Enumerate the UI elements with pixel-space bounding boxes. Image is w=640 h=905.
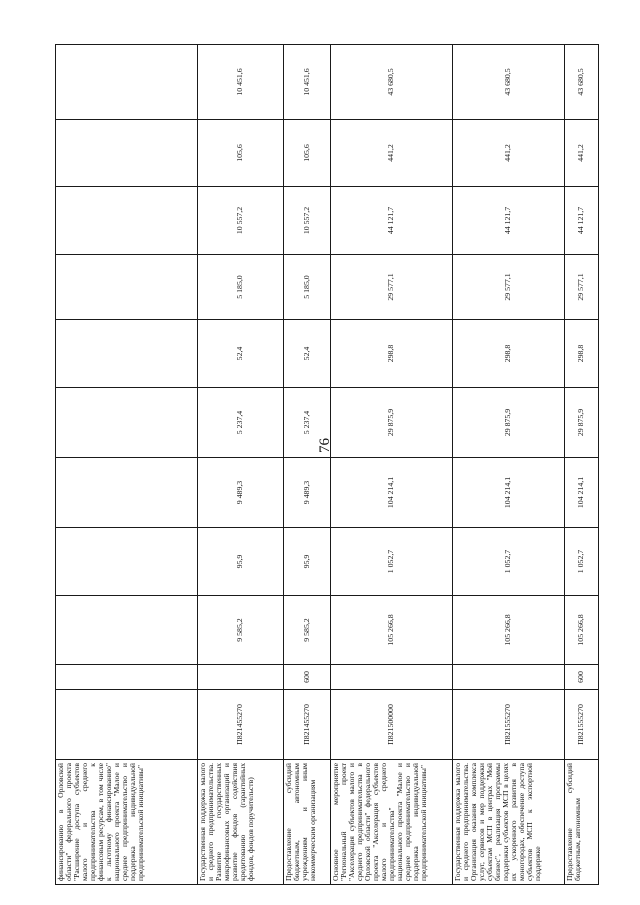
value-cell [56, 120, 198, 187]
value-cell: 105,6 [284, 120, 331, 187]
value-cell: 29 875,9 [331, 388, 453, 458]
value-cell: 298,8 [331, 320, 453, 388]
value-cell: 9 585,2 [198, 596, 284, 665]
value-cell: 441,2 [453, 120, 565, 187]
value-cell: 9 489,3 [284, 458, 331, 528]
expense-type-code: 600 [565, 665, 599, 690]
row-description: Государственная поддержка малого и среднего предпринимательства. Организация оказания комплекса услуг, сервисов и мер поддержки субъектам МСП в центрах "Мой бизнес", реализация программы поддержки субъектов МСП в целях их ускоренного развития в моногородах, обеспечение доступа субъектов МСП к экспортной поддержке [453, 760, 565, 885]
value-cell: 441,2 [331, 120, 453, 187]
expense-type-code [453, 665, 565, 690]
value-cell: 298,8 [565, 320, 599, 388]
value-cell: 9 489,3 [198, 458, 284, 528]
value-cell: 10 451,6 [198, 45, 284, 120]
expense-type-code [198, 665, 284, 690]
value-cell: 44 121,7 [453, 187, 565, 255]
value-cell: 52,4 [284, 320, 331, 388]
row-description: финансированию в Орловской области" федерального проекта "Расширение доступа субъектов малого и среднего предпринимательства к финансовым ресурсам, в том числе к льготному финансированию" национального проекта "Малое и среднее предпринимательство и поддержка индивидуальной предпринимательской инициативы" [56, 760, 198, 885]
value-cell: 104 214,1 [331, 458, 453, 528]
target-code [56, 690, 198, 760]
value-cell: 1 052,7 [331, 528, 453, 596]
value-cell: 29 875,9 [565, 388, 599, 458]
value-cell [56, 596, 198, 665]
row-description: Предоставление субсидий бюджетным, автономным учреждениям и иным некоммерческим организациям [284, 760, 331, 885]
value-cell: 105 266,8 [331, 596, 453, 665]
value-cell: 105 266,8 [453, 596, 565, 665]
value-cell: 9 585,2 [284, 596, 331, 665]
value-cell: 43 680,5 [331, 45, 453, 120]
value-cell: 10 451,6 [284, 45, 331, 120]
value-cell: 44 121,7 [565, 187, 599, 255]
row-description: Государственная поддержка малого и среднего предпринимательства. Развитие государственных микрофинансовых организаций и развитие фондов содействия кредитованию (гарантийных фондов, фондов поручительств) [198, 760, 284, 885]
table-row [331, 45, 453, 885]
value-cell: 95,9 [284, 528, 331, 596]
value-cell: 298,8 [453, 320, 565, 388]
value-cell: 29 577,1 [453, 255, 565, 320]
value-cell: 29 875,9 [453, 388, 565, 458]
table-row [198, 45, 284, 885]
budget-table [55, 45, 598, 885]
value-cell [56, 458, 198, 528]
value-cell: 29 577,1 [331, 255, 453, 320]
value-cell: 5 185,0 [198, 255, 284, 320]
value-cell: 52,4 [198, 320, 284, 388]
value-cell [56, 255, 198, 320]
row-description: Основное мероприятие "Региональный проект "Акселерация субъектов малого и среднего предпринимательства в Орловской области" федерального проекта "Акселерация субъектов малого и среднего предпринимательства" национального проекта "Малое и среднее предпринимательство и поддержка индивидуальной предпринимательской инициативы" [331, 760, 453, 885]
target-code: П821455270 [284, 690, 331, 760]
value-cell: 29 577,1 [565, 255, 599, 320]
value-cell: 5 237,4 [198, 388, 284, 458]
value-cell: 104 214,1 [453, 458, 565, 528]
value-cell: 104 214,1 [565, 458, 599, 528]
value-cell: 5 185,0 [284, 255, 331, 320]
value-cell: 10 557,2 [198, 187, 284, 255]
table-row [56, 45, 198, 885]
value-cell [56, 187, 198, 255]
value-cell: 1 052,7 [565, 528, 599, 596]
value-cell: 95,9 [198, 528, 284, 596]
value-cell: 44 121,7 [331, 187, 453, 255]
page-number: 76 [317, 438, 333, 453]
expense-type-code [331, 665, 453, 690]
expense-type-code [56, 665, 198, 690]
table-row [565, 45, 599, 885]
value-cell: 105,6 [198, 120, 284, 187]
table-row [284, 45, 331, 885]
value-cell: 10 557,2 [284, 187, 331, 255]
value-cell [56, 528, 198, 596]
value-cell: 5 237,4 [284, 388, 331, 458]
value-cell: 105 266,8 [565, 596, 599, 665]
value-cell [56, 388, 198, 458]
table-row [453, 45, 565, 885]
target-code: П821500000 [331, 690, 453, 760]
value-cell: 43 680,5 [565, 45, 599, 120]
value-cell: 441,2 [565, 120, 599, 187]
value-cell [56, 45, 198, 120]
value-cell: 43 680,5 [453, 45, 565, 120]
target-code: П821555270 [453, 690, 565, 760]
expense-type-code: 600 [284, 665, 331, 690]
target-code: П821555270 [565, 690, 599, 760]
target-code: П821455270 [198, 690, 284, 760]
value-cell [56, 320, 198, 388]
value-cell: 1 052,7 [453, 528, 565, 596]
row-description: Предоставление субсидий бюджетным, автономным [565, 760, 599, 885]
